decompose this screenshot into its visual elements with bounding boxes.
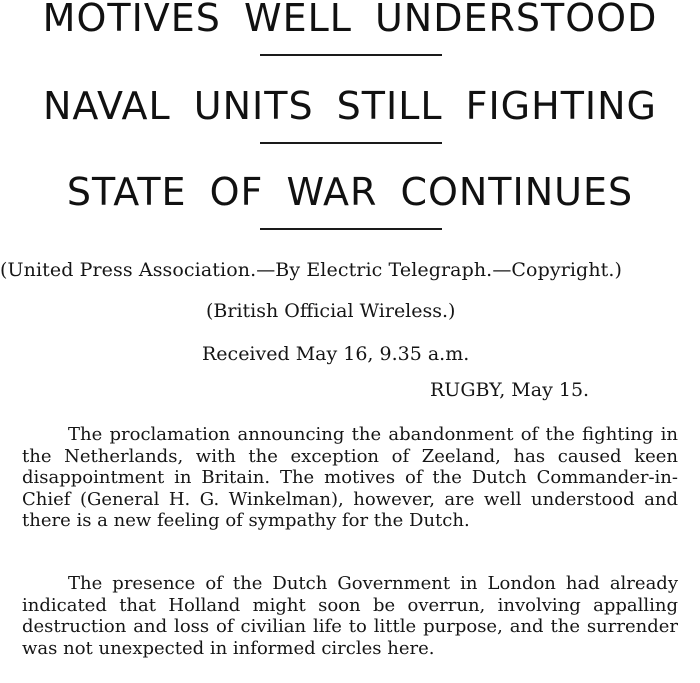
headline-divider	[260, 54, 442, 56]
headline-state-of-war: STATE OF WAR CONTINUES	[66, 170, 634, 214]
dateline: RUGBY, May 15.	[430, 379, 590, 401]
article-paragraph: The proclamation announcing the abandonment of the fighting in the Netherlands, with the exception of Zeeland, has caused keen disappointment in Britain. The motives of the Dutch Commander-in-Chief (General H. G. Winkelman), however, are well understood and there is a new feeling of sympathy for the Dutch.	[22, 424, 678, 531]
received-time: Received May 16, 9.35 a.m.	[202, 343, 470, 365]
article-paragraph: The presence of the Dutch Government in London had already indicated that Holland might soon be overrun, involving appalling destruction and loss of civilian life to little purpose, and the surrender was not unexpected in informed circles here.	[22, 573, 678, 659]
headline-divider	[260, 228, 442, 230]
headline-motives: MOTIVES WELL UNDERSTOOD	[42, 0, 658, 40]
press-credit: (United Press Association.—By Electric Telegraph.—Copyright.)	[0, 259, 623, 281]
source-line: (British Official Wireless.)	[206, 300, 456, 322]
headline-naval-units: NAVAL UNITS STILL FIGHTING	[43, 84, 657, 128]
headline-divider	[260, 142, 442, 144]
